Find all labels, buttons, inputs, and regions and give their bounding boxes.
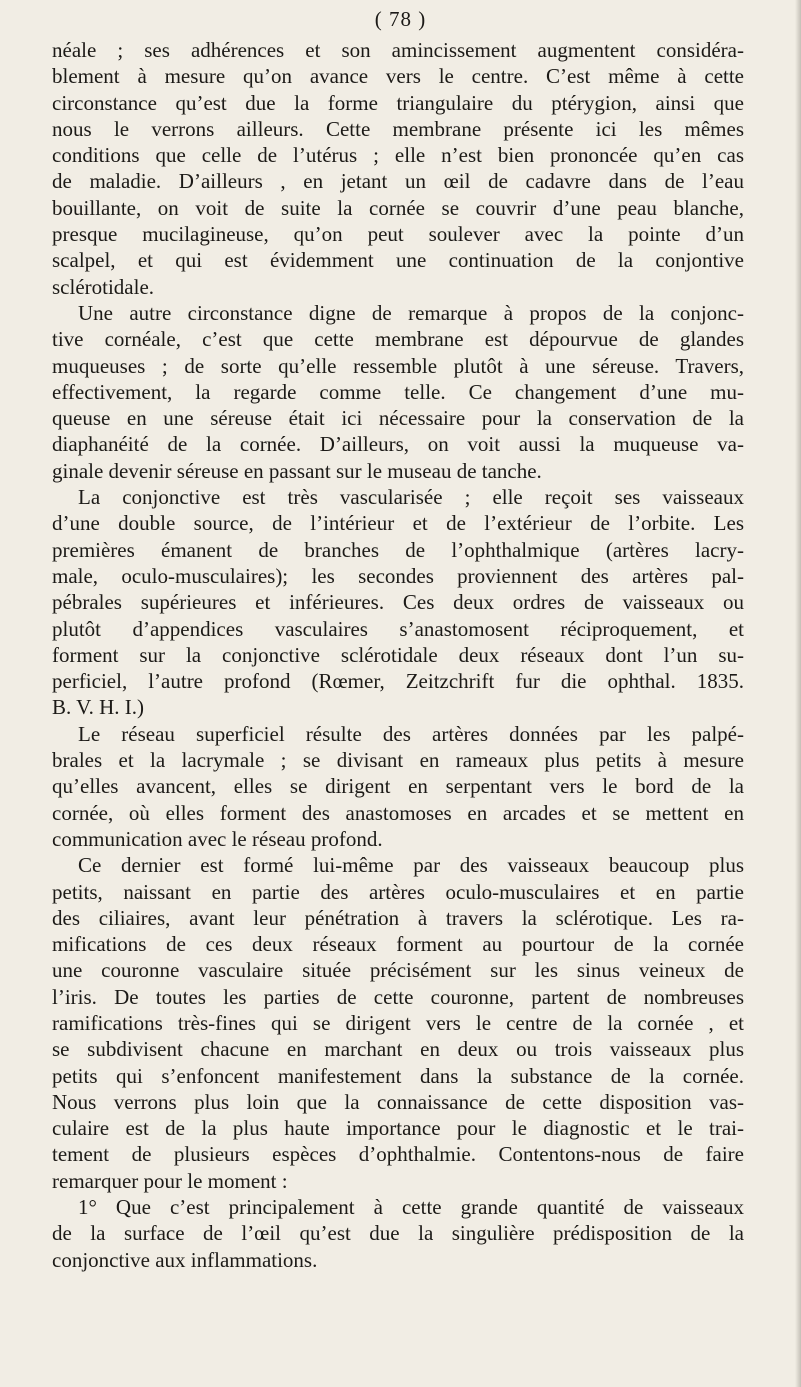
text-line: forment sur la conjonctive sclérotidale deux réseaux dont l’un su- bbox=[52, 642, 744, 667]
text-line: de la surface de l’œil qu’est due la singulière prédisposition de la bbox=[52, 1221, 744, 1246]
text-line: muqueuses ; de sorte qu’elle ressemble plutôt à une séreuse. Travers, bbox=[52, 353, 744, 378]
text-line: tement de plusieurs espèces d’ophthalmie. Contentons-nous de faire bbox=[52, 1142, 744, 1167]
text-line: scalpel, et qui est évidemment une continuation de la conjontive bbox=[52, 248, 744, 273]
text-line: de maladie. D’ailleurs , en jetant un œil de cadavre dans de l’eau bbox=[52, 169, 744, 194]
page-edge-shadow bbox=[795, 0, 801, 1387]
text-line: cornée, où elles forment des anastomoses en arcades et se mettent en bbox=[52, 800, 744, 825]
text-line: se subdivisent chacune en marchant en deux ou trois vaisseaux plus bbox=[52, 1037, 744, 1062]
text-line: Nous verrons plus loin que la connaissance de cette disposition vas- bbox=[52, 1089, 744, 1114]
text-line: d’une double source, de l’intérieur et de l’extérieur de l’orbite. Les bbox=[52, 511, 744, 536]
text-line: conditions que celle de l’utérus ; elle n’est bien prononcée qu’en cas bbox=[52, 143, 744, 168]
text-line: B. V. H. I.) bbox=[52, 695, 144, 720]
text-line: mifications de ces deux réseaux forment au pourtour de la cornée bbox=[52, 932, 744, 957]
text-line: petits qui s’enfoncent manifestement dans la substance de la cornée. bbox=[52, 1063, 744, 1088]
text-line: circonstance qu’est due la forme triangulaire du ptérygion, ainsi que bbox=[52, 90, 744, 115]
text-line: diaphanéité de la cornée. D’ailleurs, on voit aussi la muqueuse va- bbox=[52, 432, 744, 457]
text-line: male, oculo-musculaires); les secondes proviennent des artères pal- bbox=[52, 563, 744, 588]
text-line: Une autre circonstance digne de remarque à propos de la conjonc- bbox=[78, 300, 744, 325]
text-line: conjonctive aux inflammations. bbox=[52, 1247, 318, 1272]
text-line: ramifications très-fines qui se dirigent vers le centre de la cornée , et bbox=[52, 1010, 744, 1035]
text-line: remarquer pour le moment : bbox=[52, 1168, 288, 1193]
text-line: premières émanent de branches de l’ophthalmique (artères lacry- bbox=[52, 537, 744, 562]
text-line: perficiel, l’autre profond (Rœmer, Zeitzchrift fur die ophthal. 1835. bbox=[52, 669, 744, 694]
text-line: une couronne vasculaire située précisément sur les sinus veineux de bbox=[52, 958, 744, 983]
text-line: Le réseau superficiel résulte des artères données par les palpé- bbox=[78, 721, 744, 746]
text-line: néale ; ses adhérences et son amincissement augmentent considéra- bbox=[52, 38, 744, 62]
text-line: sclérotidale. bbox=[52, 274, 155, 299]
text-line: brales et la lacrymale ; se divisant en rameaux plus petits à mesure bbox=[52, 748, 744, 773]
text-line: blement à mesure qu’on avance vers le centre. C’est même à cette bbox=[52, 64, 744, 89]
text-line: petits, naissant en partie des artères oculo-musculaires et en partie bbox=[52, 879, 744, 904]
body-text bbox=[52, 37, 744, 1273]
text-line: tive cornéale, c’est que cette membrane est dépourvue de glandes bbox=[52, 327, 744, 352]
text-line: culaire est de la plus haute importance pour le diagnostic et le trai- bbox=[52, 1116, 744, 1141]
text-line: pébrales supérieures et inférieures. Ces deux ordres de vaisseaux ou bbox=[52, 590, 744, 615]
text-line: La conjonctive est très vascularisée ; elle reçoit ses vaisseaux bbox=[78, 485, 744, 510]
text-line: queuse en une séreuse était ici nécessaire pour la conservation de la bbox=[52, 406, 744, 431]
text-line: l’iris. De toutes les parties de cette couronne, partent de nombreuses bbox=[52, 984, 744, 1009]
text-line: effectivement, la regarde comme telle. Ce changement d’une mu- bbox=[52, 379, 744, 404]
text-line: bouillante, on voit de suite la cornée se couvrir d’une peau blanche, bbox=[52, 195, 744, 220]
text-line: presque mucilagineuse, qu’on peut soulever avec la pointe d’un bbox=[52, 222, 744, 247]
text-line: 1° Que c’est principalement à cette grande quantité de vaisseaux bbox=[78, 1195, 744, 1220]
text-line: Ce dernier est formé lui-même par des vaisseaux beaucoup plus bbox=[78, 853, 744, 878]
text-line: des ciliaires, avant leur pénétration à travers la sclérotique. Les ra- bbox=[52, 905, 744, 930]
text-line: ginale devenir séreuse en passant sur le museau de tanche. bbox=[52, 458, 542, 483]
page-number: ( 78 ) bbox=[374, 7, 427, 31]
text-line: plutôt d’appendices vasculaires s’anastomosent réciproquement, et bbox=[52, 616, 744, 641]
text-line: nous le verrons ailleurs. Cette membrane présente ici les mêmes bbox=[52, 116, 744, 141]
text-line: qu’elles avancent, elles se dirigent en serpentant vers le bord de la bbox=[52, 774, 744, 799]
text-line: communication avec le réseau profond. bbox=[52, 826, 383, 851]
